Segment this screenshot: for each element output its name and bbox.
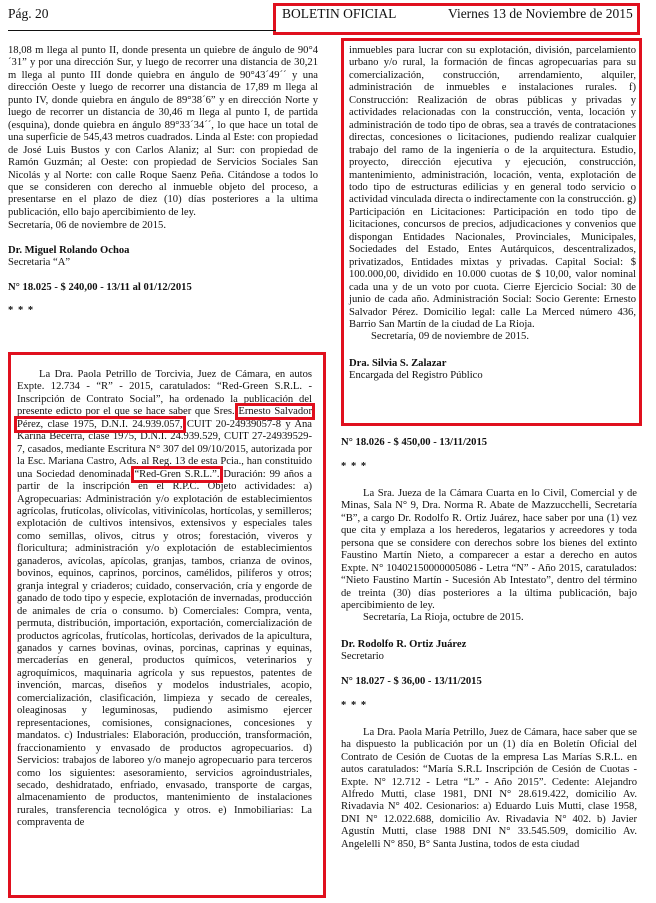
continuation-text: inmuebles para lucrar con su explotación, división, parcelamiento urbano y/o rural, la formación de fincas agropecuarias para su comercialización, construcción, arrendamiento, alquiler, administración de inmuebles e instalaciones rurales. f) Construcción: Realización de obras públicas y privadas y actividades relacionadas con la construcción, venta, locación y administración de todo tipo de obras, sea a través de contrataciones directas, concesiones o licitaciones, pudiendo realizar cualquier trabajo del ramo de la ingeniería o de la arquitectura. Estudio, proyecto, dirección ejecutiva y ejecución, construcción, mantenimiento, administración, locación, venta, explotación de todo tipo de estructuras edilicias y en general todo servicio o actividad vinculada directa o indirectamente con la construcción. g) Participación en Licitaciones: Participación en todo tipo de licitaciones, concursos de precios, adjudicaciones y convenios que dispongan Entidades Nacionales, Provinciales, Municipales, Sociedades del Estado, Entes Autárquicos, descentralizados, privatizados, Entidades mixtas y privadas. Capital Social: $ 100.000,00, dividido en 10.000 cuotas de $ 10,00, valor nominal cada una y de un voto por cuota. Cierre Ejercicio Social: 30 de junio de cada año. Administración Social: Socio Gerente: Ernesto Salvador Pérez. Domicilio legal: calle La Merced número 436, Barrio San Martín de la ciudad de La Rioja. — [349, 45, 636, 330]
edict-number: N° 18.027 - $ 36,00 - 13/11/2015 — [341, 675, 482, 687]
succession-edict-text: La Sra. Jueza de la Cámara Cuarta en lo Civil, Comercial y de Minas, Sala N° 9, Dra. Norma R. Abate de Mazzucchelli, Secretaría “B”, a cargo Dr. Rodolfo R. Ortiz Juárez, hace saber por una (1) vez que cita y emplaza a los herederos, legatarios y acreedores y toda persona que se considere con derechos sobre los bienes del extinto Faustino Martín Nieto, a comparecer a estar a derecho en autos Expte. N° 10402150000005086 - Letra “N” - Año 2015, caratulados: “Nieto Faustino Martín - Sucesión Ab Intestato”, dentro del término de treinta (30) días posteriores a la última publicación, bajo apercibimiento de ley. — [341, 487, 637, 611]
signer-role: Secretaria “A” — [8, 257, 71, 269]
edict-red-green — [17, 369, 312, 830]
company-name-highlight: “Red-Gren S.R.L.”. — [134, 468, 220, 480]
edict-intro-text: La Dra. Paola Petrillo de Torcivia, Juez de Cámara, en autos Expte. 12.734 - “R” - 2015, caratulados: “Red-Green S.R.L. - Inscripción de Contrato Social”, ha ordenado la publicación del presente edicto por el que se hace saber que — [17, 369, 312, 418]
bulletin-title: BOLETIN OFICIAL — [282, 6, 397, 21]
place-date: Secretaría, 09 de noviembre de 2015. — [371, 331, 529, 343]
left-column — [8, 45, 318, 318]
right-mid-column — [341, 437, 637, 851]
edict-intro — [17, 369, 312, 830]
survey-text: 18,08 m llega al punto II, donde presenta un quiebre de ángulo de 90°4´31” y por una dirección Sur, y luego de recorrer una distancia de 30,21 m llega al punto III donde quiebra en ángulo de 90°43´49´´ y una dirección Oeste y luego de recorrer una distancia de 17,89 m llega al punto IV, donde quiebra en ángulo de 89°38´6” y en dirección Norte y luego de recorrer un distancia de 30,46 m llega al punto I, de partida (esquina), donde quiebra en ángulo 89°33´34´´, lo que hace un total de una superficie de 545,43 metros cuadrados. Linda al Este: con propiedad de José Luis Bustos y con Carlos Alaniz; al Sur: con propiedad de Ramón Guzmán; al Oeste: con propiedad de Servicios Sociales San Nicolás y al Norte: con calle Roque Saenz Peña. Citándose a todos lo que se consideren con derecho al inmueble objeto del proceso, a presentarse en el plazo de diez (10) días posteriores a la ultima publicación, ello bajo apercibimiento de ley. — [8, 45, 318, 218]
signer-role: Secretario — [341, 651, 384, 663]
place-date: Secretaría, 06 de noviembre de 2015. — [8, 220, 166, 232]
right-top-column — [349, 45, 636, 383]
signer-role: Encargada del Registro Público — [349, 370, 483, 382]
edict-number: N° 18.025 - $ 240,00 - 13/11 al 01/12/2015 — [8, 281, 192, 293]
cession-edict-text: La Dra. Paola María Petrillo, Juez de Cámara, hace saber que se ha dispuesto la publicación por un (1) día en Boletín Oficial del Contrato de Cesión de Cuotas de la empresa Las Marías S.R.L. en autos caratulados: “María S.R.L Inscripción de Cesión de Cuotas - Expte. N° 12.712 - Letra “L” - Año 2015”. Cedente: Alejandro Alfredo Mutti, clase 1981, DNI N° 28.619.422, domicilio Av. Rivadavia N° 402. Cesionarios: a) Eduardo Luis Mutti, clase 1958, DNI N° 12.022.688, domicilio Av. Rivadavia N° 402. b) Javier Agustín Mutti, clase 1988 DNI N° 33.545.509, domicilio Av. Angelelli N° 850, B° Santa Justina, todos de esta ciudad — [341, 726, 637, 850]
edict-body: Duración: 99 años a partir de la inscripción en el R.P.C. Objeto actividades: a) Agropecuarias: Administración y/o explotación de establecimientos agrícolas, frutícolas, olivícolas, vitivinícolas, hortícolas, y semilleros; explotación de cultivos intensivos, extensivos y especiales tales como semillas, olivos, citrus y otros; forestación, viveros y floricultura; administración y/o explotación de establecimientos ganaderos, avícolas, apícolas, granjas, tambos, crianza de ovinos, bovinos, equinos, caprinos, porcinos, camélidos, pilíferos y otros; granja integral y criaderos; cuidado, conservación, cría y engorde de ganado de todo tipo y especie, explotación de invernadas, producción de animales de cría o consumo. b) Comerciales: Compra, venta, permuta, distribución, importación, exportación, comercialización de productos agrícolas, frutícolas, hortícolas, derivados de la apicultura, ganados y carnes bovinas, ovinas, porcinas, caprinas y equinas, mercaderías en general, productos químicos, veterinarios y agroquímicos, maquinaria agrícola y sus repuestos, patentes de invención, marcas, diseños y modelos industriales, acopio, comercialización, clasificación, limpieza y secado de cereales, oleaginosas y leguminosas, pudiendo asimismo ejercer representaciones, comisiones, consignaciones, concesiones y mandatos. c) Industriales: Elaboración, producción, transformación, fraccionamiento y envasado de productos agropecuarios. d) Servicios: trabajos de laboreo y/o manejo agropecuario para terceros como los siguientes: asesoramiento, servicios agroindustriales, secado, deshidratado, enfriado, envasado, transporte de cargas, almacenamiento de productos, mantenimiento de instalaciones rurales, transferencia tecnológica y otros. e) Inmobiliarias: La compraventa de — [17, 468, 312, 829]
partners-details: CUIT 20-24939057-8 y Ana Karina Becerra, clase 1975, D.N.I. 24.939.529, CUIT 27-24939529-7, casados, mediante Escritura N° 307 del 09/10/2015, autorizada por la Esc. Mariana Castro, Ads. al Reg. 13 de esta Pcia., han constituido una Sociedad denominada — [17, 418, 312, 480]
page-number: Pág. 20 — [8, 6, 49, 21]
sres-label: Sres. — [213, 406, 235, 418]
edict-number: N° 18.026 - $ 450,00 - 13/11/2015 — [341, 437, 488, 448]
place-date: Secretaría, La Rioja, octubre de 2015. — [363, 612, 524, 624]
signer-name: Dr. Rodolfo R. Ortiz Juárez — [341, 638, 467, 650]
header-rule — [8, 30, 276, 31]
partner-highlight: Ernesto Salvador Pérez, clase 1975, D.N.I. 24.939.057, — [17, 406, 312, 430]
separator-stars: * * * — [341, 700, 368, 712]
bulletin-date: Viernes 13 de Noviembre de 2015 — [448, 6, 633, 21]
separator-stars: * * * — [341, 461, 368, 473]
signer-name: Dr. Miguel Rolando Ochoa — [8, 244, 130, 256]
separator-stars: * * * — [8, 305, 35, 317]
signer-name: Dra. Silvia S. Zalazar — [349, 357, 447, 369]
